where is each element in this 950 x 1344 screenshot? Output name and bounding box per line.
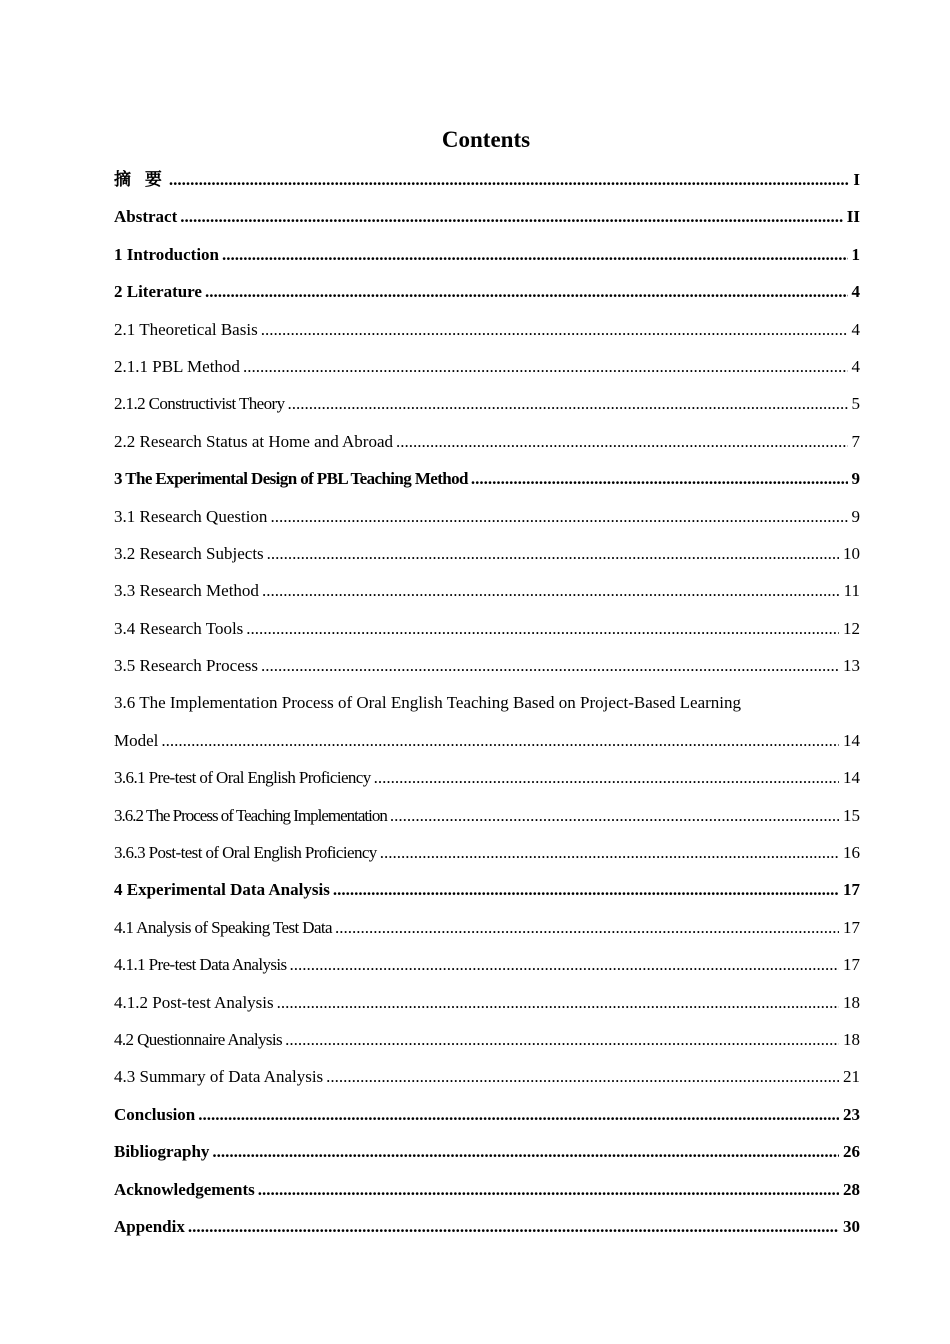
- toc-entry[interactable]: [114, 871, 860, 908]
- toc-page-number: 18: [843, 992, 860, 1012]
- toc-page-number: I: [853, 170, 860, 189]
- toc-entry[interactable]: [114, 161, 860, 198]
- toc-entry[interactable]: [114, 1058, 860, 1095]
- toc-entry-title: 3.6.2 The Process of Teaching Implementation: [114, 805, 387, 825]
- toc-page-number: 23: [843, 1104, 860, 1124]
- toc-entry-title: 3 The Experimental Design of PBL Teaching Method: [114, 469, 468, 489]
- dot-leader: [390, 797, 839, 834]
- toc-entry[interactable]: [114, 722, 860, 759]
- toc-entry-title: 2.1.1 PBL Method: [114, 356, 240, 376]
- toc-entry-title: 4.2 Questionnaire Analysis: [114, 1029, 283, 1049]
- dot-leader: [374, 759, 839, 796]
- toc-entry-wrapped-line: 3.6 The Implementation Process of Oral English Teaching Based on Project-Based Learning: [114, 693, 742, 713]
- toc-page-number: II: [846, 207, 860, 227]
- dot-leader: [287, 385, 847, 422]
- page-title: Contents: [441, 127, 531, 152]
- dot-leader: [277, 984, 839, 1021]
- toc-entry-title: 3.2 Research Subjects: [114, 543, 264, 563]
- toc-entry-title: Appendix: [114, 1216, 185, 1236]
- dot-leader: [285, 1021, 839, 1058]
- toc-page-number: 15: [843, 805, 860, 825]
- dot-leader: [262, 572, 840, 609]
- toc-entry[interactable]: [114, 311, 860, 348]
- toc-entry[interactable]: [114, 1208, 860, 1245]
- toc-entry[interactable]: [114, 759, 860, 796]
- toc-entry-title: 4.1.1 Pre-test Data Analysis: [114, 955, 287, 975]
- toc-entry-title: 3.6.1 Pre-test of Oral English Proficiency: [114, 768, 371, 788]
- dot-leader: [290, 946, 839, 983]
- toc-page-number: 11: [843, 581, 860, 601]
- toc-page-number: 12: [843, 618, 860, 638]
- dot-leader: [380, 834, 839, 871]
- toc-entry[interactable]: [114, 1096, 860, 1133]
- toc-entry-title: 2.1.2 Constructivist Theory: [114, 394, 285, 414]
- toc-entry-title: 1 Introduction: [114, 244, 220, 264]
- dot-leader: [222, 236, 847, 273]
- toc-entry[interactable]: [114, 198, 860, 235]
- toc-entry-title: Abstract: [114, 207, 178, 227]
- toc-page-number: 14: [843, 768, 860, 788]
- dot-leader: [267, 535, 839, 572]
- toc-page-number: 10: [843, 543, 860, 563]
- toc-page-number: 4: [851, 356, 860, 376]
- dot-leader: [243, 348, 848, 385]
- dot-leader: [471, 460, 848, 497]
- dot-leader: [180, 198, 843, 235]
- toc-entry[interactable]: [114, 946, 860, 983]
- toc-page-number: 9: [851, 506, 860, 526]
- dot-leader: [212, 1133, 839, 1170]
- dot-leader: [188, 1208, 839, 1245]
- toc-entry[interactable]: [114, 1133, 860, 1170]
- toc-entry[interactable]: [114, 647, 860, 684]
- toc-entry-title: 3.5 Research Process: [114, 656, 258, 676]
- toc-page-number: 18: [843, 1029, 860, 1049]
- toc-page-number: 26: [843, 1142, 860, 1162]
- toc-page-number: 13: [843, 656, 860, 676]
- toc-entry-title: 2 Literature: [114, 282, 202, 302]
- toc-entry[interactable]: [114, 498, 860, 535]
- toc-entry-title: 3.1 Research Question: [114, 506, 268, 526]
- dot-leader: [169, 161, 849, 198]
- toc-page-number: 9: [851, 469, 860, 489]
- dot-leader: [333, 871, 839, 908]
- dot-leader: [396, 423, 847, 460]
- dot-leader: [198, 1096, 839, 1133]
- toc-entry[interactable]: [114, 1171, 860, 1208]
- toc-page-number: 17: [843, 880, 860, 900]
- dot-leader: [161, 722, 839, 759]
- dot-leader: [326, 1058, 839, 1095]
- toc-page-number: 28: [843, 1179, 860, 1199]
- toc-page-number: 5: [851, 394, 860, 414]
- toc-entry-title: 2.2 Research Status at Home and Abroad: [114, 431, 394, 451]
- dot-leader: [258, 1171, 839, 1208]
- toc-page-number: 1: [851, 244, 860, 264]
- toc-page-number: 16: [843, 843, 860, 863]
- toc-entry[interactable]: [114, 460, 860, 497]
- toc-entry-title: 3.4 Research Tools: [114, 618, 244, 638]
- toc-page-number: 21: [843, 1067, 860, 1087]
- toc-entry-title: 4.1.2 Post-test Analysis: [114, 992, 274, 1012]
- table-of-contents: [114, 161, 860, 1245]
- toc-entry[interactable]: [114, 385, 860, 422]
- toc-entry[interactable]: [114, 423, 860, 460]
- toc-entry[interactable]: [114, 984, 860, 1021]
- toc-entry-title: 3.6.3 Post-test of Oral English Proficiency: [114, 843, 377, 863]
- toc-entry-title: 4.3 Summary of Data Analysis: [114, 1067, 324, 1087]
- dot-leader: [246, 610, 839, 647]
- toc-entry-title: Model: [114, 730, 159, 750]
- toc-entry-title: Conclusion: [114, 1104, 196, 1124]
- toc-entry-title: 4.1 Analysis of Speaking Test Data: [114, 917, 332, 937]
- dot-leader: [270, 498, 847, 535]
- dot-leader: [205, 273, 848, 310]
- toc-page-number: 14: [843, 730, 860, 750]
- toc-entry-title: 4 Experimental Data Analysis: [114, 880, 330, 900]
- toc-entry[interactable]: [114, 535, 860, 572]
- toc-entry[interactable]: [114, 834, 860, 871]
- toc-entry-title: Bibliography: [114, 1142, 210, 1162]
- dot-leader: [261, 647, 839, 684]
- toc-page-number: 4: [851, 319, 860, 339]
- toc-entry[interactable]: [114, 797, 860, 834]
- toc-page-number: 17: [843, 917, 860, 937]
- toc-page-number: 7: [851, 431, 860, 451]
- toc-page-number: 17: [843, 955, 860, 975]
- toc-entry[interactable]: [114, 1021, 860, 1058]
- dot-leader: [335, 909, 839, 946]
- toc-entry-title: 摘 要: [114, 170, 166, 190]
- toc-entry[interactable]: [114, 909, 860, 946]
- dot-leader: [261, 311, 848, 348]
- toc-entry[interactable]: [114, 273, 860, 310]
- toc-entry[interactable]: [114, 610, 860, 647]
- toc-page-number: 4: [851, 282, 860, 302]
- toc-entry-title: 2.1 Theoretical Basis: [114, 319, 258, 339]
- toc-entry[interactable]: [114, 236, 860, 273]
- toc-entry-title: 3.3 Research Method: [114, 581, 259, 601]
- toc-page-number: 30: [843, 1216, 860, 1236]
- toc-entry[interactable]: [114, 348, 860, 385]
- toc-entry[interactable]: [114, 572, 860, 609]
- toc-entry-title: Acknowledgements: [114, 1179, 255, 1199]
